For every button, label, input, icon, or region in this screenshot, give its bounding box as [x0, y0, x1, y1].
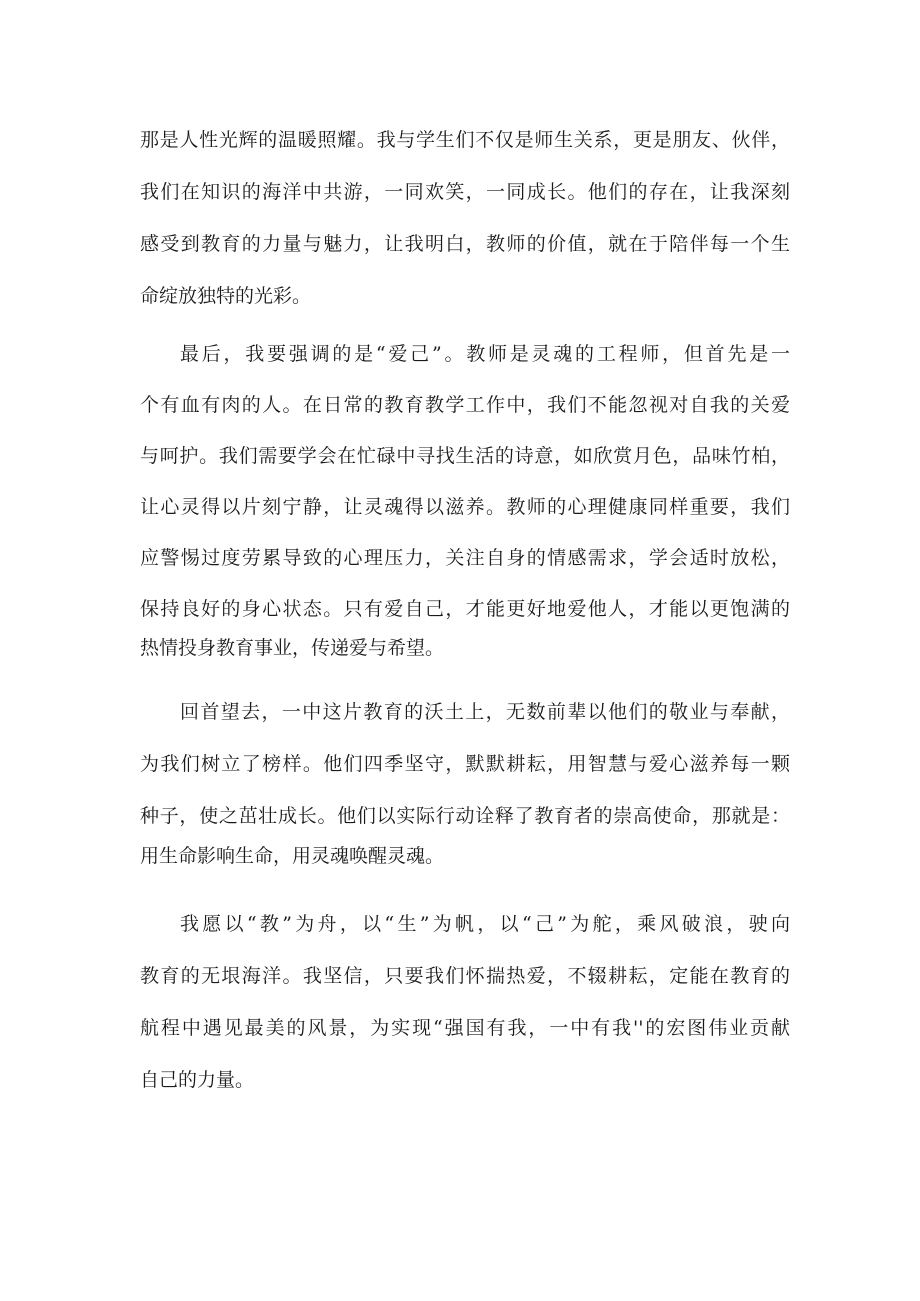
paragraph-line: 我们在知识的海洋中共游，一同欢笑，一同成长。他们的存在，让我深刻 [140, 181, 790, 203]
paragraph-line: 让心灵得以片刻宁静，让灵魂得以滋养。教师的心理健康同样重要，我们 [140, 496, 790, 518]
paragraph-line: 命绽放独特的光彩。 [140, 285, 312, 307]
paragraph-line: 航程中遇见最美的风景，为实现“强国有我，一中有我''的宏图伟业贡献 [140, 1017, 790, 1039]
paragraph-line: 自己的力量。 [140, 1069, 255, 1091]
paragraph-line: 与呵护。我们需要学会在忙碌中寻找生活的诗意，如欣赏月色，品味竹柏， [140, 445, 790, 467]
paragraph-line: 个有血有肉的人。在日常的教育教学工作中，我们不能忽视对自我的关爱 [140, 394, 790, 416]
paragraph-line: 我愿以“教”为舟，以“生”为帆，以“己”为舵，乘风破浪，驶向 [180, 913, 790, 935]
paragraph-line: 教育的无垠海洋。我坚信，只要我们怀揣热爱，不辍耕耘，定能在教育的 [140, 965, 790, 987]
paragraph-line: 感受到教育的力量与魅力，让我明白，教师的价值，就在于陪伴每一个生 [140, 233, 790, 255]
paragraph-line: 那是人性光辉的温暖照耀。我与学生们不仅是师生关系，更是朋友、伙伴， [140, 129, 790, 151]
paragraph-line: 用生命影响生命，用灵魂唤醒灵魂。 [140, 845, 445, 867]
paragraph-line: 为我们树立了榜样。他们四季坚守，默默耕耘，用智慧与爱心滋养每一颗 [140, 753, 790, 775]
paragraph-line: 回首望去，一中这片教育的沃土上，无数前辈以他们的敬业与奉献， [180, 701, 790, 723]
paragraph-line: 种子，使之茁壮成长。他们以实际行动诠释了教育者的崇高使命，那就是： [140, 805, 790, 827]
paragraph-line: 保持良好的身心状态。只有爱自己，才能更好地爱他人，才能以更饱满的 [140, 598, 790, 620]
paragraph-line: 热情投身教育事业，传递爱与希望。 [140, 637, 445, 659]
paragraph-line: 应警惕过度劳累导致的心理压力，关注自身的情感需求，学会适时放松， [140, 547, 790, 569]
paragraph-line: 最后，我要强调的是“爱己”。教师是灵魂的工程师，但首先是一 [180, 343, 790, 365]
